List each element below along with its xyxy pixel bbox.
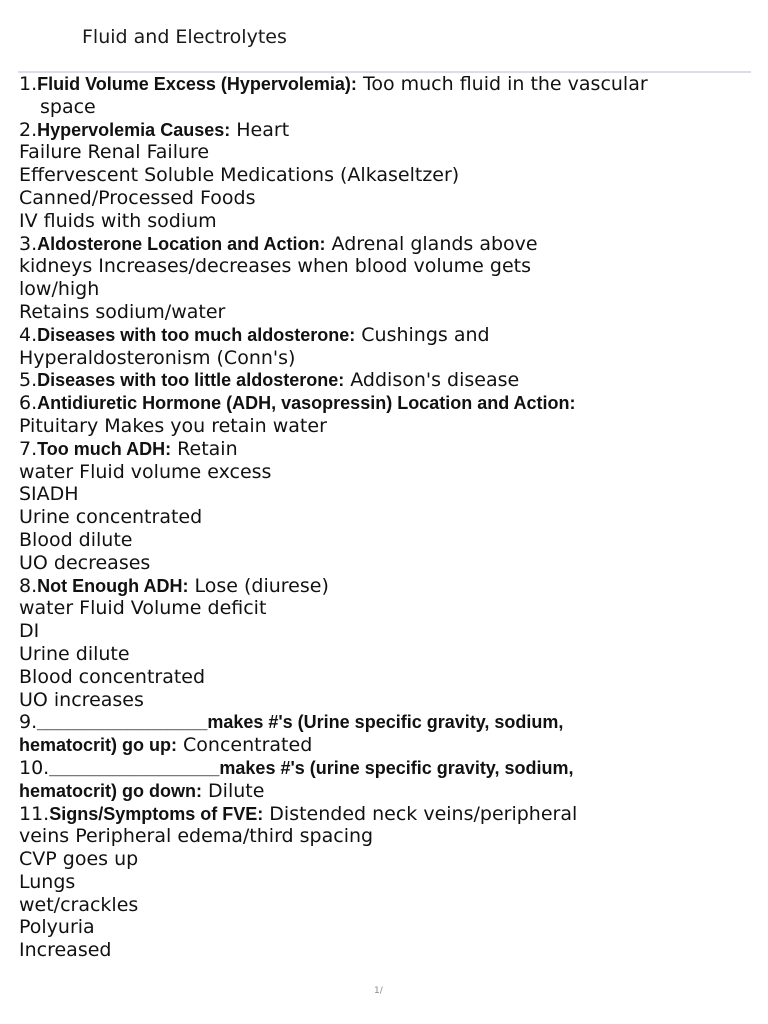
text-line xyxy=(19,825,731,848)
item-text: veins Peripheral edema/third spacing xyxy=(19,825,374,848)
text-line xyxy=(19,210,731,233)
item-text: wet/crackles xyxy=(19,893,139,916)
text-line xyxy=(19,324,731,347)
item-text: Pituitary Makes you retain water xyxy=(19,414,327,437)
item-text: Canned/Processed Foods xyxy=(19,186,256,209)
text-line xyxy=(19,666,731,689)
text-line xyxy=(19,347,731,370)
item-text: water Fluid Volume deficit xyxy=(19,597,267,620)
answer-blank: _________________ xyxy=(37,712,208,733)
item-number: 1. xyxy=(19,73,38,95)
text-line xyxy=(19,392,731,415)
text-line xyxy=(19,506,731,529)
item-heading: Not Enough ADH: xyxy=(37,575,189,596)
item-text: Increased xyxy=(19,939,112,962)
text-line xyxy=(19,529,731,552)
item-heading: hematocrit) go down: xyxy=(19,780,202,801)
document-body xyxy=(19,73,731,962)
item-text: Addison's disease xyxy=(344,369,520,392)
item-text: Failure Renal Failure xyxy=(19,141,210,164)
text-line xyxy=(19,689,731,712)
page-number: 1/ xyxy=(374,986,383,996)
text-line xyxy=(19,164,731,187)
item-number: 8. xyxy=(19,574,38,597)
text-line xyxy=(19,369,731,392)
item-number: 7. xyxy=(19,437,38,460)
item-text: UO increases xyxy=(19,688,144,711)
text-line xyxy=(19,597,731,620)
text-line xyxy=(19,939,731,962)
text-line xyxy=(19,415,731,438)
item-number: 9. xyxy=(19,711,38,734)
answer-blank: _________________ xyxy=(49,757,220,778)
item-number: 11. xyxy=(19,802,50,825)
text-line xyxy=(19,711,731,734)
text-line xyxy=(19,255,731,278)
text-line xyxy=(19,803,731,826)
item-text: CVP goes up xyxy=(19,848,139,871)
item-text: Concentrated xyxy=(177,734,313,757)
item-text: Blood concentrated xyxy=(19,665,206,688)
item-number: 4. xyxy=(19,323,38,346)
text-line xyxy=(19,119,731,142)
text-line xyxy=(19,780,731,803)
text-line xyxy=(19,278,731,301)
item-text: kidneys Increases/decreases when blood volume gets xyxy=(19,255,531,278)
item-text: Urine dilute xyxy=(19,642,130,665)
item-text: Cushings and xyxy=(355,323,490,346)
item-heading: Diseases with too much aldosterone: xyxy=(37,324,356,345)
item-text: Hyperaldosteronism (Conn's) xyxy=(19,346,296,369)
item-text: water Fluid volume excess xyxy=(19,460,272,483)
text-line xyxy=(19,894,731,917)
item-heading: Aldosterone Location and Action: xyxy=(37,233,326,254)
item-heading: makes #'s (urine specific gravity, sodium, xyxy=(219,757,574,778)
item-heading: Signs/Symptoms of FVE: xyxy=(49,803,264,824)
item-text: Retain xyxy=(171,437,238,460)
text-line xyxy=(19,461,731,484)
text-line xyxy=(19,187,731,210)
text-line xyxy=(19,620,731,643)
item-text: Distended neck veins/peripheral xyxy=(263,802,578,825)
item-text: Effervescent Soluble Medications (Alkaseltzer) xyxy=(19,164,460,187)
item-heading: Antidiuretic Hormone (ADH, vasopressin) Location and Action: xyxy=(37,393,576,414)
item-text: Heart xyxy=(230,118,290,141)
item-number: 5. xyxy=(19,369,38,392)
text-line xyxy=(19,575,731,598)
text-line xyxy=(19,757,731,780)
item-number: 3. xyxy=(19,232,38,255)
item-heading: hematocrit) go up: xyxy=(19,735,177,756)
document-title: Fluid and Electrolytes xyxy=(82,26,287,48)
text-line xyxy=(19,848,731,871)
item-number: 6. xyxy=(19,392,38,415)
item-text: Blood dilute xyxy=(19,528,133,551)
item-text: Lungs xyxy=(19,870,76,893)
item-text: Retains sodium/water xyxy=(19,300,226,323)
text-line xyxy=(19,643,731,666)
item-text: DI xyxy=(19,620,40,643)
text-line xyxy=(19,233,731,256)
item-number: 10. xyxy=(19,756,50,779)
text-line xyxy=(19,552,731,575)
item-text: Polyuria xyxy=(19,916,95,939)
item-number: 2. xyxy=(19,118,38,141)
text-line xyxy=(19,301,731,324)
text-line xyxy=(19,483,731,506)
text-line xyxy=(19,73,731,96)
item-text: low/high xyxy=(19,278,100,301)
item-heading: makes #'s (Urine specific gravity, sodium, xyxy=(207,712,564,733)
text-line xyxy=(19,141,731,164)
item-text: SIADH xyxy=(19,483,79,506)
item-text: Too much fluid in the vascular xyxy=(356,73,648,95)
item-text: UO decreases xyxy=(19,551,151,574)
item-heading: Hypervolemia Causes: xyxy=(37,119,231,140)
text-line xyxy=(19,438,731,461)
item-text: Urine concentrated xyxy=(19,506,203,529)
text-line xyxy=(19,916,731,939)
item-text: Dilute xyxy=(202,779,265,802)
item-text: Lose (diurese) xyxy=(188,574,329,597)
text-line xyxy=(19,871,731,894)
item-heading: Fluid Volume Excess (Hypervolemia): xyxy=(37,74,357,94)
item-text: IV fluids with sodium xyxy=(19,209,217,232)
item-text: Adrenal glands above xyxy=(325,232,538,255)
text-line xyxy=(19,734,731,757)
item-text: space xyxy=(40,95,96,118)
item-heading: Too much ADH: xyxy=(37,438,172,459)
text-line xyxy=(19,96,731,119)
item-heading: Diseases with too little aldosterone: xyxy=(37,370,345,391)
